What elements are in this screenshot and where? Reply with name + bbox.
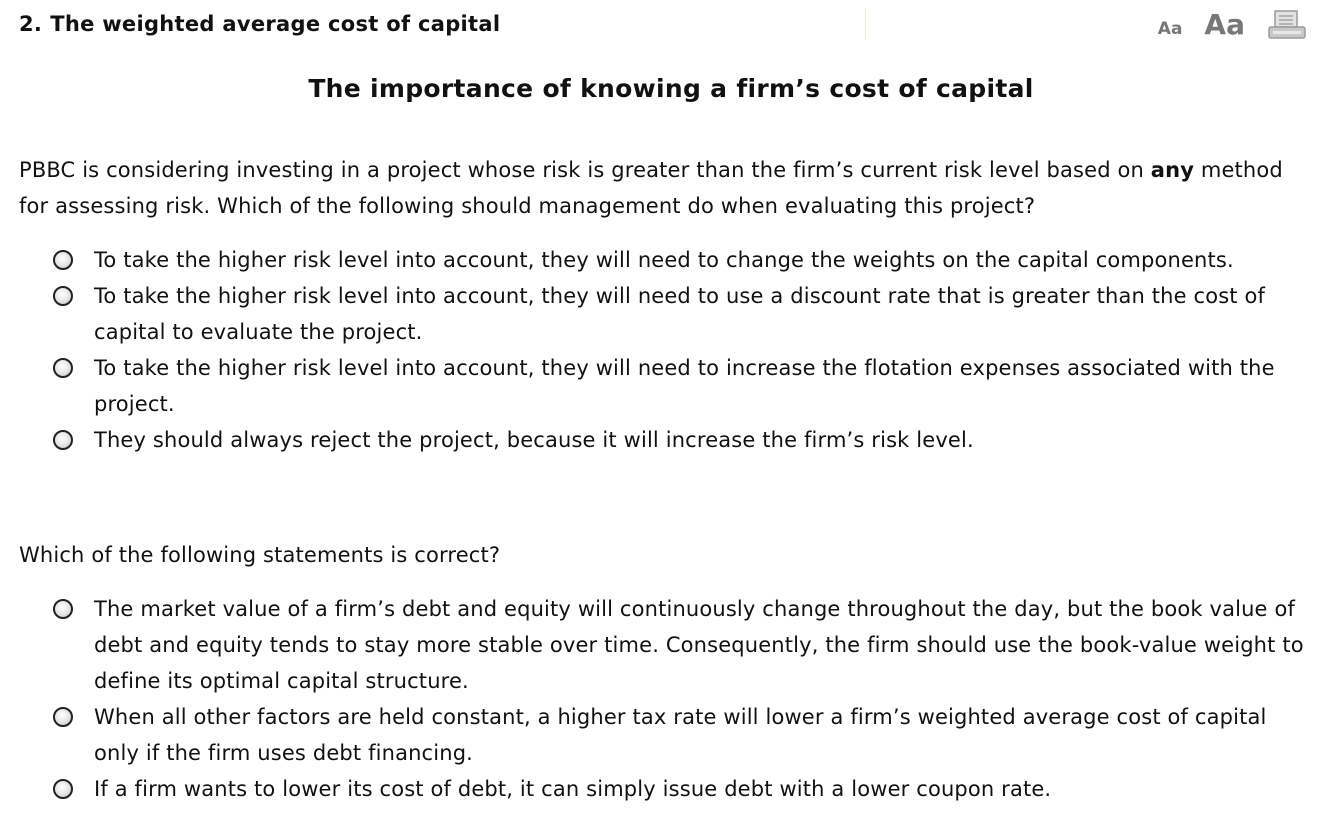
option-label: To take the higher risk level into account, they will need to increase the flotation expenses associated with the project. [94, 356, 1275, 416]
question-title-text: The weighted average cost of capital [50, 12, 501, 36]
question-2-prompt: Which of the following statements is correct? [19, 543, 501, 567]
q2-option-2[interactable] [53, 699, 1313, 771]
font-size-decrease-button[interactable]: Aa [1157, 18, 1183, 39]
q1-option-4[interactable] [53, 422, 1313, 458]
toolbar [1158, 8, 1307, 41]
section-title: The importance of knowing a firm’s cost of capital [308, 74, 1034, 103]
option-label: When all other factors are held constant, a higher tax rate will lower a firm’s weighted average cost of capital only if the firm uses debt financing. [94, 705, 1267, 765]
header [19, 8, 1342, 42]
q2-option-1[interactable] [53, 591, 1313, 699]
option-label: If a firm wants to lower its cost of debt, it can simply issue debt with a lower coupon rate. [94, 777, 1052, 801]
question-title [19, 12, 500, 36]
question-2-options [53, 591, 1313, 807]
radio-button[interactable] [53, 250, 73, 270]
question-1-prompt [19, 152, 1309, 224]
radio-button[interactable] [53, 599, 73, 619]
option-label: They should always reject the project, because it will increase the firm’s risk level. [94, 428, 974, 452]
question-1-options [53, 242, 1313, 458]
header-divider [865, 8, 866, 40]
question-number: 2. [19, 12, 43, 36]
q1-option-3[interactable] [53, 350, 1313, 422]
radio-button[interactable] [53, 358, 73, 378]
radio-button[interactable] [53, 707, 73, 727]
option-label: To take the higher risk level into account, they will need to use a discount rate that is greater than the cost of capital to evaluate the project. [94, 284, 1266, 344]
radio-button[interactable] [53, 779, 73, 799]
printer-icon[interactable] [1267, 9, 1307, 41]
q1-option-1[interactable] [53, 242, 1313, 278]
radio-button[interactable] [53, 430, 73, 450]
q2-option-3[interactable] [53, 771, 1313, 807]
option-label: To take the higher risk level into account, they will need to change the weights on the capital components. [94, 248, 1234, 272]
radio-button[interactable] [53, 286, 73, 306]
prompt-text-end: method for assessing risk. Which of the following should management do when evaluating this project? [19, 158, 1283, 218]
q1-option-2[interactable] [53, 278, 1313, 350]
option-label: The market value of a firm’s debt and equity will continuously change throughout the day, but the book value of debt and equity tends to stay more stable over time. Consequently, the firm should use the book-value weight to define its optimal capital structure. [94, 597, 1304, 693]
font-size-increase-button[interactable]: Aa [1204, 8, 1245, 41]
prompt-text-start: PBBC is considering investing in a project whose risk is greater than the firm’s current risk level based on [19, 158, 1151, 182]
prompt-emphasis: any [1150, 158, 1195, 182]
